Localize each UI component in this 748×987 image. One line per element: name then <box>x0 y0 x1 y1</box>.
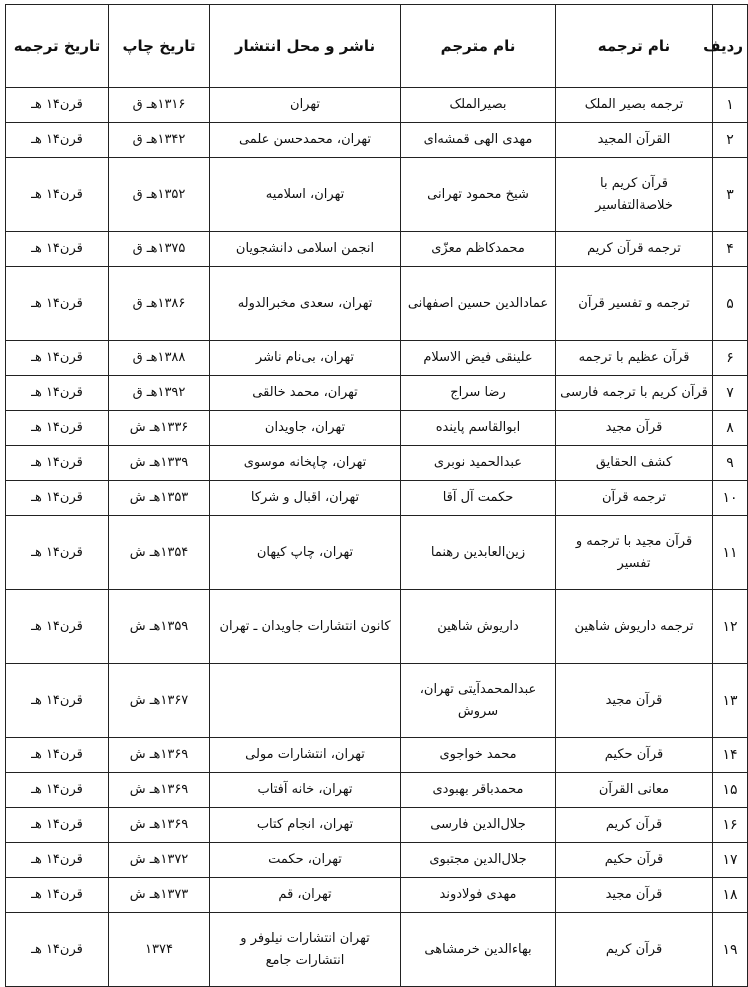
cell-title: قرآن مجید با ترجمه و تفسیر <box>556 516 713 590</box>
cell-publisher: تهران، انتشارات مولی <box>210 738 401 773</box>
cell-translation-date: قرن۱۴ هـ <box>6 808 109 843</box>
table-row <box>6 843 748 878</box>
cell-title: قرآن حکیم <box>556 738 713 773</box>
cell-print-date: ۱۳۶۷هـ ش <box>109 664 210 738</box>
cell-num: ۱ <box>713 88 748 123</box>
cell-num: ۱۷ <box>713 843 748 878</box>
cell-num: ۶ <box>713 341 748 376</box>
table-row <box>6 411 748 446</box>
cell-translation-date: قرن۱۴ هـ <box>6 88 109 123</box>
cell-print-date: ۱۳۵۹هـ ش <box>109 590 210 664</box>
cell-print-date: ۱۳۱۶هـ ق <box>109 88 210 123</box>
cell-translation-date: قرن۱۴ هـ <box>6 913 109 987</box>
cell-translation-date: قرن۱۴ هـ <box>6 516 109 590</box>
cell-title: قرآن مجید <box>556 664 713 738</box>
cell-num: ۱۹ <box>713 913 748 987</box>
cell-print-date: ۱۳۷۴ <box>109 913 210 987</box>
cell-title: القرآن المجید <box>556 123 713 158</box>
cell-publisher: تهران، اقبال و شرکا <box>210 481 401 516</box>
cell-publisher: انجمن اسلامی دانشجویان <box>210 232 401 267</box>
cell-title: ترجمه و تفسیر قرآن <box>556 267 713 341</box>
cell-num: ۵ <box>713 267 748 341</box>
cell-publisher: تهران، چاپخانه موسوی <box>210 446 401 481</box>
cell-publisher: تهران، سعدی مخبرالدوله <box>210 267 401 341</box>
cell-publisher: تهران، خانه آفتاب <box>210 773 401 808</box>
cell-translation-date: قرن۱۴ هـ <box>6 664 109 738</box>
cell-translation-date: قرن۱۴ هـ <box>6 481 109 516</box>
cell-publisher <box>210 664 401 738</box>
cell-num: ۴ <box>713 232 748 267</box>
cell-translator: مهدی فولادوند <box>401 878 556 913</box>
cell-translator: عمادالدین حسین اصفهانی <box>401 267 556 341</box>
cell-translator: داریوش شاهین <box>401 590 556 664</box>
header-title: نام ترجمه <box>556 5 713 88</box>
cell-publisher: تهران، محمدحسن علمی <box>210 123 401 158</box>
cell-num: ۱۸ <box>713 878 748 913</box>
cell-print-date: ۱۳۶۹هـ ش <box>109 808 210 843</box>
table-row <box>6 808 748 843</box>
cell-num: ۹ <box>713 446 748 481</box>
cell-print-date: ۱۳۵۴هـ ش <box>109 516 210 590</box>
cell-print-date: ۱۳۶۹هـ ش <box>109 738 210 773</box>
cell-num: ۱۲ <box>713 590 748 664</box>
table-row <box>6 123 748 158</box>
cell-translator: بهاءالدین خرمشاهی <box>401 913 556 987</box>
cell-translation-date: قرن۱۴ هـ <box>6 341 109 376</box>
cell-translator: محمدباقر بهبودی <box>401 773 556 808</box>
cell-translator: عبدالحمید نوبری <box>401 446 556 481</box>
cell-num: ۷ <box>713 376 748 411</box>
cell-title: کشف الحقایق <box>556 446 713 481</box>
cell-translator: عبدالمحمدآیتی تهران، سروش <box>401 664 556 738</box>
cell-num: ۱۶ <box>713 808 748 843</box>
cell-publisher: تهران، حکمت <box>210 843 401 878</box>
table-row <box>6 773 748 808</box>
cell-title: قرآن مجید <box>556 411 713 446</box>
cell-translator: زین‌العابدین رهنما <box>401 516 556 590</box>
table-row <box>6 376 748 411</box>
table-row <box>6 341 748 376</box>
cell-print-date: ۱۳۷۵هـ ق <box>109 232 210 267</box>
cell-publisher: تهران، چاپ کیهان <box>210 516 401 590</box>
cell-publisher: تهران، اسلامیه <box>210 158 401 232</box>
table-row <box>6 88 748 123</box>
cell-print-date: ۱۳۸۸هـ ق <box>109 341 210 376</box>
cell-title: قرآن کریم با خلاصة‌التفاسیر <box>556 158 713 232</box>
cell-print-date: ۱۳۹۲هـ ق <box>109 376 210 411</box>
translations-table <box>5 4 748 987</box>
cell-title: ترجمه بصیر الملک <box>556 88 713 123</box>
cell-translation-date: قرن۱۴ هـ <box>6 411 109 446</box>
cell-publisher: تهران، بی‌نام ناشر <box>210 341 401 376</box>
cell-translation-date: قرن۱۴ هـ <box>6 738 109 773</box>
cell-translation-date: قرن۱۴ هـ <box>6 843 109 878</box>
cell-print-date: ۱۳۳۶هـ ش <box>109 411 210 446</box>
header-row <box>6 5 748 88</box>
header-translation-date: تاریخ ترجمه <box>6 5 109 88</box>
cell-title: قرآن کریم با ترجمه فارسی <box>556 376 713 411</box>
cell-translator: جلال‌الدین فارسی <box>401 808 556 843</box>
table-body <box>6 88 748 987</box>
cell-title: قرآن کریم <box>556 808 713 843</box>
cell-num: ۳ <box>713 158 748 232</box>
table-row <box>6 878 748 913</box>
cell-translation-date: قرن۱۴ هـ <box>6 590 109 664</box>
cell-publisher: تهران، جاویدان <box>210 411 401 446</box>
table-row <box>6 267 748 341</box>
cell-translator: ابوالقاسم پاینده <box>401 411 556 446</box>
cell-num: ۱۱ <box>713 516 748 590</box>
cell-translator: مهدی الهی قمشه‌ای <box>401 123 556 158</box>
table-row <box>6 590 748 664</box>
cell-publisher: کانون انتشارات جاویدان ـ تهران <box>210 590 401 664</box>
cell-translation-date: قرن۱۴ هـ <box>6 232 109 267</box>
table-row <box>6 913 748 987</box>
cell-num: ۱۴ <box>713 738 748 773</box>
cell-publisher: تهران انتشارات نیلوفر و انتشارات جامع <box>210 913 401 987</box>
cell-translation-date: قرن۱۴ هـ <box>6 376 109 411</box>
cell-print-date: ۱۳۵۲هـ ق <box>109 158 210 232</box>
cell-translator: شیخ محمود تهرانی <box>401 158 556 232</box>
cell-print-date: ۱۳۵۳هـ ش <box>109 481 210 516</box>
cell-translator: علینقی فیض الاسلام <box>401 341 556 376</box>
cell-translator: جلال‌الدین مجتبوی <box>401 843 556 878</box>
cell-num: ۱۰ <box>713 481 748 516</box>
cell-publisher: تهران، محمد خالقی <box>210 376 401 411</box>
cell-translation-date: قرن۱۴ هـ <box>6 878 109 913</box>
cell-title: قرآن حکیم <box>556 843 713 878</box>
cell-print-date: ۱۳۸۶هـ ق <box>109 267 210 341</box>
cell-print-date: ۱۳۶۹هـ ش <box>109 773 210 808</box>
table-row <box>6 516 748 590</box>
cell-translation-date: قرن۱۴ هـ <box>6 773 109 808</box>
cell-publisher: تهران، انجام کتاب <box>210 808 401 843</box>
table-row <box>6 738 748 773</box>
cell-publisher: تهران، قم <box>210 878 401 913</box>
table-row <box>6 664 748 738</box>
cell-title: قرآن عظیم با ترجمه <box>556 341 713 376</box>
cell-translator: حکمت آل آقا <box>401 481 556 516</box>
cell-print-date: ۱۳۳۹هـ ش <box>109 446 210 481</box>
header-num: ردیف <box>713 5 748 88</box>
cell-translator: بصیرالملک <box>401 88 556 123</box>
cell-translator: محمدکاظم معزّی <box>401 232 556 267</box>
cell-title: ترجمه قرآن <box>556 481 713 516</box>
cell-num: ۱۵ <box>713 773 748 808</box>
header-print-date: تاریخ چاپ <box>109 5 210 88</box>
cell-print-date: ۱۳۴۲هـ ق <box>109 123 210 158</box>
table-row <box>6 232 748 267</box>
cell-title: ترجمه داریوش شاهین <box>556 590 713 664</box>
cell-print-date: ۱۳۷۳هـ ش <box>109 878 210 913</box>
cell-translation-date: قرن۱۴ هـ <box>6 446 109 481</box>
header-publisher: ناشر و محل انتشار <box>210 5 401 88</box>
cell-translator: رضا سراج <box>401 376 556 411</box>
cell-translation-date: قرن۱۴ هـ <box>6 123 109 158</box>
cell-publisher: تهران <box>210 88 401 123</box>
cell-title: معانی القرآن <box>556 773 713 808</box>
cell-translator: محمد خواجوی <box>401 738 556 773</box>
cell-translation-date: قرن۱۴ هـ <box>6 158 109 232</box>
table-row <box>6 158 748 232</box>
cell-num: ۱۳ <box>713 664 748 738</box>
cell-title: ترجمه قرآن کریم <box>556 232 713 267</box>
table-row <box>6 481 748 516</box>
cell-print-date: ۱۳۷۲هـ ش <box>109 843 210 878</box>
table-row <box>6 446 748 481</box>
cell-num: ۲ <box>713 123 748 158</box>
cell-title: قرآن مجید <box>556 878 713 913</box>
cell-num: ۸ <box>713 411 748 446</box>
cell-title: قرآن کریم <box>556 913 713 987</box>
cell-translation-date: قرن۱۴ هـ <box>6 267 109 341</box>
header-translator: نام مترجم <box>401 5 556 88</box>
